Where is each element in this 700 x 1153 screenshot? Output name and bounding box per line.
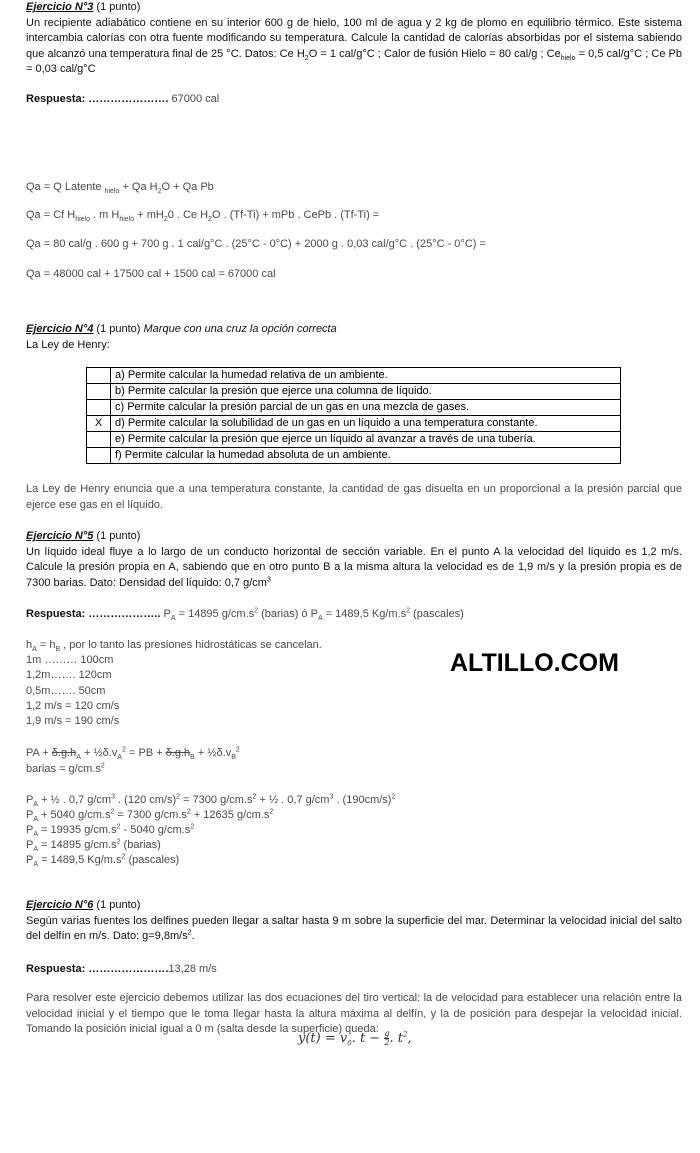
exercise-6-answer: [26, 962, 682, 978]
calc-sub: A: [32, 646, 37, 654]
answer-label: Respuesta: ………………….: [26, 93, 169, 105]
ex3-calc-line-3: Qa = 80 cal/g . 600 g + 700 g . 1 cal/g°C . (25°C - 0°C) + 2000 g . 0,03 cal/g°C . (25°C - 0°C) =: [26, 238, 486, 250]
answer-value: 13,28 m/s: [168, 963, 217, 975]
exercise-6-statement: [26, 898, 682, 945]
calc-sub: B: [55, 646, 61, 654]
calc-sup: 2: [100, 762, 105, 770]
calc-sub: A: [33, 831, 39, 839]
exercise-4-question: La Ley de Henry:: [26, 338, 110, 351]
option-row: [87, 416, 621, 432]
ex5-work-line-3: 1,2m……. 120cm: [26, 669, 112, 681]
calc-sup: 2: [190, 823, 195, 831]
calc-sub: hielo: [119, 216, 135, 224]
calc-sup: 2: [252, 793, 257, 801]
sup-2: 2: [187, 929, 192, 937]
fraction-denominator: 2: [384, 1038, 390, 1047]
calc-text: . m H: [90, 209, 120, 221]
option-text: d) Permite calcular la solubilidad de un gas en un líquido a una temperatura constante.: [111, 416, 621, 432]
calc-text: (barias) ó P: [258, 608, 318, 620]
exercise-6-text: Según varias fuentes los delfines pueden llegar a saltar hasta 9 m sobre la superficie del mar. Determinar la velocidad inicial del salto del delfín en m/s. Dato: g=9,8m/s: [26, 914, 682, 942]
calc-text: = 7300 g/cm.s: [114, 809, 187, 821]
option-row: [87, 400, 621, 416]
calc-sub: 2: [163, 216, 168, 224]
ex5-calc-line-5: [26, 853, 179, 867]
calc-text: = 14895 g/cm.s: [38, 839, 117, 851]
calc-text: + Qa H: [122, 181, 158, 193]
ex3-calc-line-1: [26, 180, 214, 194]
calc-sup: 2: [235, 746, 240, 754]
exercise-5-points: (1 punto): [93, 530, 141, 542]
calc-text: P: [26, 839, 34, 851]
ex5-work-line-2: 1m ……… 100cm: [26, 654, 114, 666]
sup-3: 3: [266, 575, 271, 583]
calc-text: P: [26, 794, 34, 806]
exercise-3-text-b: O = 1 cal/g°C ; Calor de fusión Hielo = 80 cal/g ; Ce: [308, 47, 561, 60]
option-mark-cell[interactable]: [87, 432, 111, 448]
ex5-calc-line-4: [26, 838, 161, 852]
calc-text: h: [26, 639, 33, 651]
exercise-4-instruction: Marque con una cruz la opción correcta: [143, 323, 337, 335]
calc-text: P: [26, 809, 34, 821]
exercise-5-title: Ejercicio N°5: [26, 530, 94, 542]
exercise-3-text-c: = 0,5 cal/g°C ; Ce Pb = 0,03 cal/g°C: [26, 47, 682, 75]
calc-text: 0 . Ce H: [167, 209, 209, 221]
exercise-5-statement: [26, 529, 682, 591]
ex5-calc-line-2: [26, 808, 273, 822]
exercise-6-points: (1 punto): [93, 899, 141, 911]
sub-hielo: hielo: [560, 54, 576, 62]
calc-text: . (120 cm/s): [115, 794, 177, 806]
exercise-3-answer: [26, 92, 682, 108]
exercise-3-statement: [26, 0, 682, 78]
ex5-work-line-1: [26, 638, 322, 652]
exercise-6-explanation: Para resolver este ejercicio debemos utilizar las dos ecuaciones del tiro vertical: la de velocidad para establecer una relación entre la velocidad inicial y el tiempo que le toma llegar hasta la altura máxima al delfín, y la de posición para despejar la velocidad inicial. Tomando la posición inicial igual a 0 m (salta desde la superficie) queda:: [26, 992, 682, 1035]
calc-text: = 1489,5 Kg/m.s: [38, 854, 122, 866]
option-text: b) Permite calcular la presión que ejerce una columna de líquido.: [111, 384, 621, 400]
struck-term: δ.g.h: [165, 747, 191, 759]
formula-text: y(t) = v: [298, 1031, 348, 1046]
calc-text: (barias): [120, 839, 161, 851]
answer-label: Respuesta: ………………….: [26, 963, 169, 975]
calc-sup: 2: [269, 808, 274, 816]
option-mark-cell[interactable]: [87, 448, 111, 464]
calc-text: P: [26, 854, 34, 866]
calc-text: = h: [36, 639, 56, 651]
option-mark-cell[interactable]: [87, 384, 111, 400]
formula-sup: 2: [402, 1030, 408, 1039]
formula-text: . t −: [351, 1031, 385, 1046]
calc-sup: 3: [329, 793, 334, 801]
calc-text: = 14895 g/cm.s: [175, 608, 255, 620]
calc-text: + ½ . 0,7 g/cm: [38, 794, 112, 806]
calc-text: (pascales): [125, 854, 180, 866]
option-mark-cell[interactable]: [87, 400, 111, 416]
ex5-calc-line-3: [26, 823, 194, 837]
calc-text: PA +: [26, 747, 52, 759]
henry-options-table: [86, 367, 621, 464]
answer-label: Respuesta: ………………..: [26, 608, 161, 620]
option-text: e) Permite calcular la presión que ejerce un líquido al avanzar a través de una tubería.: [111, 432, 621, 448]
calc-sup: 2: [116, 823, 121, 831]
calc-text: Qa = Cf H: [26, 209, 76, 221]
ex5-work-line-6: 1,9 m/s = 190 cm/s: [26, 715, 120, 727]
exercise-4-explanation: La Ley de Henry enuncia que a una temperatura constante, la cantidad de gas disuelta en un proporcional a la presión parcial que ejerce ese gas en el líquido.: [26, 483, 682, 511]
calc-sup: 2: [122, 746, 126, 754]
exercise-3-points: (1 punto): [93, 1, 141, 13]
sub-2: 2: [304, 54, 309, 62]
calc-sub: 2: [157, 188, 162, 196]
calc-text: = 1489,5 Kg/m.s: [322, 608, 407, 620]
calc-sub: A: [170, 615, 176, 623]
calc-sup: 2: [121, 853, 126, 861]
exercise-4-title: Ejercicio N°4: [26, 323, 94, 335]
ex5-calc-line-1: [26, 793, 395, 807]
calc-text: O + Qa Pb: [161, 181, 214, 193]
exercise-3-title: Ejercicio N°3: [26, 1, 94, 13]
calc-text: . (190cm/s): [333, 794, 392, 806]
calc-sup: 2: [176, 793, 181, 801]
ex5-work-line-5: 1,2 m/s = 120 cm/s: [26, 700, 120, 712]
exercise-3-text: Un recipiente adiabático contiene en su interior 600 g de hielo, 100 ml de agua y 2 kg de plomo en equilibrio térmico. Este sistema intercambia calorías con otra fuente modificando su temperatura. Calcule la cantidad de calorías absorbidas por el sistema sabiendo que alcanzó una temperatura final de 25 °C. Datos: Ce H: [26, 16, 682, 60]
bernoulli-equation: [26, 746, 240, 760]
exercise-4-points: (1 punto): [93, 323, 144, 335]
calc-text: (pascales): [410, 608, 464, 620]
calc-sub: 2: [208, 216, 212, 224]
fraction-numerator: g: [384, 1029, 390, 1038]
exercise-4-header: [26, 322, 682, 353]
calc-sup: 3: [111, 793, 115, 801]
calc-sub: hielo: [104, 188, 120, 196]
calc-sup: 2: [254, 607, 259, 615]
option-text: f) Permite calcular la humedad absoluta de un ambiente.: [111, 448, 621, 464]
option-row: [87, 384, 621, 400]
calc-sub: A: [76, 754, 81, 762]
exercise-6-title: Ejercicio N°6: [26, 899, 94, 911]
calc-sup: 2: [110, 808, 115, 816]
formula-sub: 0: [347, 1039, 352, 1048]
option-row: [87, 448, 621, 464]
calc-text: + 5040 g/cm.s: [38, 809, 111, 821]
calc-text: Qa = Q Latente: [26, 181, 105, 193]
option-row: [87, 368, 621, 384]
calc-text: , por lo tanto las presiones hidrostáticas se cancelan.: [60, 639, 322, 651]
calc-text: + ½ . 0,7 g/cm: [256, 794, 330, 806]
calc-sub: A: [33, 861, 39, 869]
answer-value: 67000 cal: [168, 93, 220, 105]
calc-text: barias = g/cm.s: [26, 763, 101, 775]
option-mark-cell[interactable]: [87, 368, 111, 384]
calc-text: + mH: [134, 209, 164, 221]
calc-text: = 7300 g/cm.s: [180, 794, 253, 806]
ex3-calc-line-2: [26, 208, 379, 222]
calc-sup: 2: [186, 808, 191, 816]
formula-text: . t: [389, 1031, 403, 1046]
calc-text: = 19935 g/cm.s: [38, 824, 117, 836]
calc-sub: A: [117, 754, 123, 762]
exercise-6-text-end: .: [191, 930, 195, 942]
calc-text: O . (Tf-Ti) + mPb . CePb . (Tf-Ti) =: [211, 209, 380, 221]
calc-sub: A: [33, 816, 39, 824]
calc-sub: A: [33, 846, 39, 854]
calc-sub: A: [33, 801, 39, 809]
ex5-work-line-4: 0,5m……. 50cm: [26, 685, 106, 697]
calc-sub: hielo: [75, 216, 91, 224]
calc-sub: A: [317, 615, 323, 623]
calc-text: + 12635 g/cm.s: [190, 809, 270, 821]
calc-sub: B: [231, 754, 236, 762]
answer-value: P: [160, 608, 171, 620]
calc-sup: 2: [391, 793, 396, 801]
calc-text: - 5040 g/cm.s: [120, 824, 191, 836]
option-row: [87, 432, 621, 448]
option-text: a) Permite calcular la humedad relativa de un ambiente.: [111, 368, 621, 384]
formula-text: ,: [407, 1031, 412, 1046]
ex3-calc-line-4: Qa = 48000 cal + 17500 cal + 1500 cal = 67000 cal: [26, 268, 276, 280]
calc-text: + ½δ.v: [80, 747, 118, 759]
exercise-5-text: Un líquido ideal fluye a lo largo de un conducto horizontal de sección variable. En el punto A la velocidad del líquido es 1,2 m/s. Calcule la presión propia en A, sabiendo que en otro punto B a la misma altura la velocidad es de 1,9 m/s y la presión propia es de 7300 barias. Dato: Densidad del líquido: 0,7 g/cm: [26, 545, 682, 589]
calc-text: P: [26, 824, 34, 836]
vertical-motion-formula: [298, 1030, 412, 1047]
calc-sub: B: [190, 754, 195, 762]
exercise-5-answer: [26, 607, 682, 623]
calc-sup: 2: [116, 838, 121, 846]
struck-term: δ.g.h: [51, 747, 77, 759]
calc-text: = PB +: [125, 747, 166, 759]
calc-text: + ½δ.v: [194, 747, 232, 759]
barias-unit: [26, 762, 105, 776]
calc-sup: 2: [406, 607, 410, 615]
altillo-watermark: ALTILLO.COM: [450, 649, 619, 677]
option-text: c) Permite calcular la presión parcial de un gas en una mezcla de gases.: [111, 400, 621, 416]
option-mark-cell[interactable]: X: [87, 416, 111, 432]
